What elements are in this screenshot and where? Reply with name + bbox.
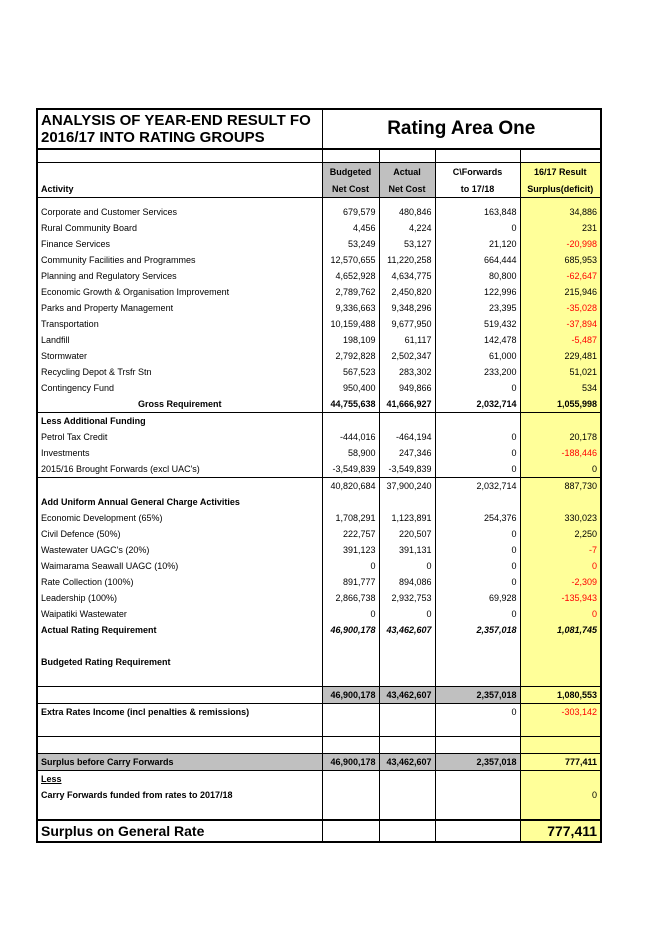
row-label [37,638,322,654]
actual-value [379,737,435,754]
actual-value: 37,900,240 [379,478,435,495]
result-value: 0 [520,461,601,478]
actual-value: 2,932,753 [379,590,435,606]
forwards-value: 0 [435,380,520,396]
budget-value [322,720,379,737]
table-row [37,220,601,236]
result-value: 0 [520,558,601,574]
actual-value [379,771,435,788]
budget-value: 679,579 [322,204,379,220]
actual-value: 4,634,775 [379,268,435,284]
forwards-value: 0 [435,542,520,558]
result-value: 1,055,998 [520,396,601,413]
row-label: Investments [37,445,322,461]
forwards-value: 80,800 [435,268,520,284]
actual-value: 894,086 [379,574,435,590]
row-label: Stormwater [37,348,322,364]
table-row [37,268,601,284]
forwards-value: 0 [435,445,520,461]
budget-value [322,771,379,788]
budget-value: 4,456 [322,220,379,236]
blank-row [37,737,601,754]
row-label: Less Additional Funding [37,413,322,430]
forwards-value [435,638,520,654]
row-label: Extra Rates Income (incl penalties & remissions) [37,704,322,721]
budget-value: 2,792,828 [322,348,379,364]
budget-value: 891,777 [322,574,379,590]
forwards-value: 23,395 [435,300,520,316]
blank-row [37,638,601,654]
budget-value: 9,336,663 [322,300,379,316]
actual-value [379,704,435,721]
actual-value [379,494,435,510]
forwards-value [435,494,520,510]
actual-value: 2,450,820 [379,284,435,300]
forwards-value: 0 [435,429,520,445]
row-label: Waipatiki Wastewater [37,606,322,622]
budget-value: 4,652,928 [322,268,379,284]
result-header: 16/17 Result [520,163,601,181]
row-label: Petrol Tax Credit [37,429,322,445]
actual-value: 391,131 [379,542,435,558]
actual-value [379,820,435,842]
actual-value: 2,502,347 [379,348,435,364]
carry-forward-row [37,787,601,803]
gross-requirement-row [37,396,601,413]
actual-value [379,638,435,654]
table-row [37,300,601,316]
row-label: Transportation [37,316,322,332]
forwards-value: 0 [435,461,520,478]
result-value: -5,487 [520,332,601,348]
budget-value: 2,789,762 [322,284,379,300]
title-row [37,109,601,149]
budgeted-rating-values [37,687,601,704]
result-value: -2,309 [520,574,601,590]
column-header-row-2: Activity Net Cost Net Cost to 17/18 Surplus(deficit) [37,180,601,198]
budget-value [322,704,379,721]
forwards-value: 142,478 [435,332,520,348]
budget-value: 12,570,655 [322,252,379,268]
row-label: Less [37,771,322,788]
row-label: Planning and Regulatory Services [37,268,322,284]
forwards-value: 519,432 [435,316,520,332]
actual-value: 9,348,296 [379,300,435,316]
row-label: Contingency Fund [37,380,322,396]
budgeted-rating-heading [37,654,601,670]
forwards-value: 163,848 [435,204,520,220]
result-value: 0 [520,606,601,622]
row-label: Budgeted Rating Requirement [37,654,322,670]
row-label [37,687,322,704]
forwards-value [435,820,520,842]
rating-analysis-sheet [36,108,600,843]
row-label [37,803,322,820]
result-value [520,638,601,654]
actual-value: 480,846 [379,204,435,220]
forwards-value [435,670,520,687]
budget-value [322,494,379,510]
row-label: Parks and Property Management [37,300,322,316]
row-label: Landfill [37,332,322,348]
actual-value: 9,677,950 [379,316,435,332]
row-label [37,720,322,737]
budget-value: 40,820,684 [322,478,379,495]
activity-header: Activity [37,180,322,198]
table-row [37,510,601,526]
forwards-value: 0 [435,704,520,721]
result-value: 534 [520,380,601,396]
result-value: 229,481 [520,348,601,364]
result-value: 1,081,745 [520,622,601,638]
result-value: 2,250 [520,526,601,542]
row-label: Waimarama Seawall UAGC (10%) [37,558,322,574]
table-row [37,332,601,348]
actual-value [379,670,435,687]
forwards-value [435,737,520,754]
actual-value: 61,117 [379,332,435,348]
row-label [37,478,322,495]
forwards-value: 233,200 [435,364,520,380]
less-row [37,771,601,788]
result-value: 20,178 [520,429,601,445]
row-label: 2015/16 Brought Forwards (excl UAC's) [37,461,322,478]
table-row [37,542,601,558]
result-value [520,494,601,510]
blank-row [37,720,601,737]
result-value: -35,028 [520,300,601,316]
budget-value [322,737,379,754]
budget-value: -444,016 [322,429,379,445]
actual-value [379,803,435,820]
row-label: Carry Forwards funded from rates to 2017/18 [37,787,322,803]
row-label: Actual Rating Requirement [37,622,322,638]
row-label: Leadership (100%) [37,590,322,606]
row-label: Rate Collection (100%) [37,574,322,590]
row-label: Add Uniform Annual General Charge Activities [37,494,322,510]
budget-value: 391,123 [322,542,379,558]
row-label [37,670,322,687]
result-value: 777,411 [520,754,601,771]
actual-value: 41,666,927 [379,396,435,413]
actual-value: 43,462,607 [379,754,435,771]
result-value: 215,946 [520,284,601,300]
budget-value: 46,900,178 [322,622,379,638]
row-label: Economic Development (65%) [37,510,322,526]
budget-value: 198,109 [322,332,379,348]
result-value [520,654,601,670]
row-label: Community Facilities and Programmes [37,252,322,268]
row-label: Wastewater UAGC's (20%) [37,542,322,558]
actual-value: 1,123,891 [379,510,435,526]
forwards-value: 122,996 [435,284,520,300]
result-value [520,771,601,788]
forwards-value: 0 [435,558,520,574]
blank-row [37,803,601,820]
budget-value: 0 [322,606,379,622]
budget-value: -3,549,839 [322,461,379,478]
actual-value: 53,127 [379,236,435,252]
actual-value: 4,224 [379,220,435,236]
table-row [37,236,601,252]
rating-area-title: Rating Area One [322,109,601,149]
row-label: Economic Growth & Organisation Improvement [37,284,322,300]
budget-value [322,638,379,654]
subtotal-row [37,478,601,495]
final-surplus-row [37,820,601,842]
actual-value: 247,346 [379,445,435,461]
budget-value: 567,523 [322,364,379,380]
budget-value [322,820,379,842]
budget-value: 2,866,738 [322,590,379,606]
result-value: -135,943 [520,590,601,606]
rating-table [36,108,602,843]
forwards-value: 21,120 [435,236,520,252]
actual-value: -3,549,839 [379,461,435,478]
result-value: -20,998 [520,236,601,252]
result-value [520,720,601,737]
blank-row [37,670,601,687]
table-row [37,380,601,396]
forwards-header: C\Forwards [435,163,520,181]
actual-value: 0 [379,558,435,574]
budget-value [322,654,379,670]
actual-value: 11,220,258 [379,252,435,268]
budget-value [322,787,379,803]
actual-header: Actual [379,163,435,181]
less-funding-heading [37,413,601,430]
actual-value: -464,194 [379,429,435,445]
actual-value: 949,866 [379,380,435,396]
result-value: -188,446 [520,445,601,461]
result-value: 887,730 [520,478,601,495]
forwards-value: 2,357,018 [435,622,520,638]
row-label: Recycling Depot & Trsfr Stn [37,364,322,380]
extra-rates-row [37,704,601,721]
actual-value [379,720,435,737]
result-value: -62,647 [520,268,601,284]
row-label [37,737,322,754]
result-value: 51,021 [520,364,601,380]
actual-value: 0 [379,606,435,622]
forwards-value: 664,444 [435,252,520,268]
result-value: -7 [520,542,601,558]
budget-value: 46,900,178 [322,754,379,771]
actual-rating-row [37,622,601,638]
budget-value [322,670,379,687]
table-row [37,606,601,622]
budget-value: 222,757 [322,526,379,542]
row-label: Surplus on General Rate [37,820,322,842]
actual-value: 283,302 [379,364,435,380]
result-value: 0 [520,787,601,803]
result-value: 231 [520,220,601,236]
budget-value: 58,900 [322,445,379,461]
budget-value [322,413,379,430]
result-value: -37,894 [520,316,601,332]
result-value [520,670,601,687]
actual-value [379,413,435,430]
report-title: ANALYSIS OF YEAR-END RESULT FO 2016/17 INTO RATING GROUPS [37,109,322,149]
result-value: 685,953 [520,252,601,268]
forwards-value [435,803,520,820]
budget-value: 950,400 [322,380,379,396]
column-header-row-1 [37,163,601,181]
row-label: Surplus before Carry Forwards [37,754,322,771]
result-value: 1,080,553 [520,687,601,704]
forwards-value: 2,357,018 [435,687,520,704]
result-value: 34,886 [520,204,601,220]
table-row [37,445,601,461]
result-value: 330,023 [520,510,601,526]
row-label: Finance Services [37,236,322,252]
forwards-value: 254,376 [435,510,520,526]
forwards-value: 0 [435,526,520,542]
budget-value: 0 [322,558,379,574]
actual-value: 43,462,607 [379,622,435,638]
table-row [37,284,601,300]
budget-value: 46,900,178 [322,687,379,704]
result-value [520,413,601,430]
table-row [37,364,601,380]
table-row [37,461,601,478]
row-label: Corporate and Customer Services [37,204,322,220]
row-label: Civil Defence (50%) [37,526,322,542]
table-row [37,526,601,542]
budget-value: 53,249 [322,236,379,252]
result-value: -303,142 [520,704,601,721]
table-row [37,558,601,574]
actual-value: 220,507 [379,526,435,542]
forwards-value: 2,357,018 [435,754,520,771]
surplus-before-row [37,754,601,771]
actual-value [379,787,435,803]
result-value: 777,411 [520,820,601,842]
forwards-value: 61,000 [435,348,520,364]
result-value [520,803,601,820]
forwards-value [435,413,520,430]
result-value [520,737,601,754]
forwards-value: 0 [435,606,520,622]
table-row [37,316,601,332]
budget-value [322,803,379,820]
table-row [37,204,601,220]
actual-value [379,654,435,670]
budget-value: 1,708,291 [322,510,379,526]
forwards-value [435,654,520,670]
forwards-value: 0 [435,574,520,590]
table-row [37,590,601,606]
forwards-value [435,720,520,737]
gap-row [37,149,601,163]
forwards-value: 2,032,714 [435,478,520,495]
table-row [37,429,601,445]
table-row [37,574,601,590]
budget-value: 10,159,488 [322,316,379,332]
forwards-value [435,787,520,803]
table-row [37,348,601,364]
forwards-value [435,771,520,788]
forwards-value: 0 [435,220,520,236]
forwards-value: 69,928 [435,590,520,606]
budget-header: Budgeted [322,163,379,181]
row-label: Rural Community Board [37,220,322,236]
table-row [37,252,601,268]
row-label: Gross Requirement [37,396,322,413]
forwards-value: 2,032,714 [435,396,520,413]
budget-value: 44,755,638 [322,396,379,413]
uagc-heading [37,494,601,510]
actual-value: 43,462,607 [379,687,435,704]
